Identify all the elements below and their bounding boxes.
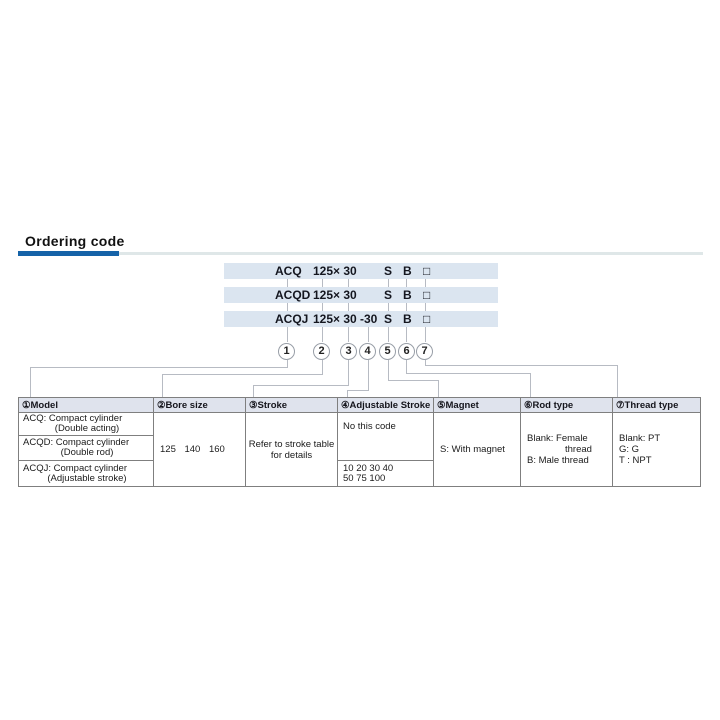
callout-7: 7	[416, 343, 433, 360]
header-cell-bore-size: ②Bore size	[154, 398, 246, 413]
connector-line	[30, 367, 31, 397]
callout-6: 6	[398, 343, 415, 360]
callout-1: 1	[278, 343, 295, 360]
code-part-rod: B	[403, 312, 412, 326]
magnet-cell: S: With magnet	[434, 413, 521, 487]
connector-line	[30, 367, 288, 368]
connector-line	[287, 360, 288, 367]
code-part-thread-placeholder: □	[423, 288, 431, 302]
adjustable-stroke-none-cell: No this code	[338, 413, 434, 461]
connector-line	[162, 374, 163, 397]
code-bar-acq	[224, 263, 498, 279]
connector-line	[253, 385, 349, 386]
thread-type-option: T : NPT	[619, 455, 652, 466]
connector-line	[347, 390, 348, 397]
callout-4: 4	[359, 343, 376, 360]
rod-type-option: thread	[565, 444, 592, 455]
connector-line	[162, 374, 323, 375]
connector-line	[322, 272, 323, 342]
stroke-cell	[246, 413, 338, 487]
callout-2: 2	[313, 343, 330, 360]
model-note: (Double acting)	[54, 423, 120, 434]
connector-line	[388, 380, 439, 381]
section-title: Ordering code	[25, 233, 125, 249]
code-part-adjustable-stroke: -30	[360, 312, 378, 326]
model-note: (Double rod)	[60, 447, 114, 458]
code-part-model: ACQD	[275, 288, 311, 302]
header-cell-magnet: ⑤Magnet	[434, 398, 521, 413]
stroke-text: Refer to stroke table	[248, 438, 335, 450]
header-cell-adjustable-stroke: ④Adjustable Stroke	[338, 398, 434, 413]
thread-type-option: Blank: PT	[619, 433, 661, 444]
title-underline-accent	[18, 251, 119, 256]
code-part-rod: B	[403, 288, 412, 302]
connector-line	[287, 272, 288, 342]
code-part-thread-placeholder: □	[423, 264, 431, 278]
header-cell-thread-type: ⑦Thread type	[613, 398, 701, 413]
connector-line	[253, 385, 254, 397]
connector-line	[438, 380, 439, 397]
code-part-model: ACQJ	[275, 312, 309, 326]
code-part-bore-stroke: 125× 30	[313, 312, 357, 326]
rod-type-option: B: Male thread	[527, 455, 589, 466]
code-bar-acqd	[224, 287, 498, 303]
connector-line	[425, 365, 618, 366]
thread-type-option: G: G	[619, 444, 640, 455]
stroke-text: for details	[270, 449, 313, 461]
header-cell-model: ①Model	[19, 398, 154, 413]
connector-line	[406, 373, 531, 374]
connector-line	[368, 327, 369, 342]
code-part-magnet: S	[384, 264, 393, 278]
rod-type-option: Blank: Female	[527, 433, 588, 444]
thread-type-cell	[613, 413, 701, 487]
connector-line	[388, 360, 389, 380]
code-bar-acqj	[224, 311, 498, 327]
header-cell-rod-type: ⑥Rod type	[521, 398, 613, 413]
connector-line	[348, 360, 349, 385]
callout-5: 5	[379, 343, 396, 360]
adjustable-stroke-values-cell	[338, 461, 434, 487]
ordering-code-table	[18, 397, 700, 487]
code-part-bore-stroke: 125× 30	[313, 264, 357, 278]
model-cell-acqd	[19, 436, 154, 461]
adjustable-stroke-values: 10 20 30 40	[343, 462, 394, 474]
connector-line	[388, 272, 389, 342]
connector-line	[406, 272, 407, 342]
code-part-bore-stroke: 125× 30	[313, 288, 357, 302]
code-part-magnet: S	[384, 288, 393, 302]
adjustable-stroke-values: 50 75 100	[343, 472, 386, 484]
code-part-rod: B	[403, 264, 412, 278]
code-part-model: ACQ	[275, 264, 302, 278]
header-cell-stroke: ③Stroke	[246, 398, 338, 413]
model-note: (Adjustable stroke)	[47, 472, 127, 484]
model-code-desc: ACQ: Compact cylinder	[23, 413, 123, 424]
bore-size-cell: 125 140 160	[154, 413, 246, 487]
model-cell-acq	[19, 413, 154, 436]
callout-3: 3	[340, 343, 357, 360]
code-part-thread-placeholder: □	[423, 312, 431, 326]
connector-line	[347, 390, 369, 391]
model-code-desc: ACQJ: Compact cylinder	[23, 462, 128, 474]
model-cell-acqj	[19, 461, 154, 487]
section-rule	[119, 252, 703, 255]
code-part-magnet: S	[384, 312, 393, 326]
model-code-desc: ACQD: Compact cylinder	[23, 437, 130, 448]
table-row	[19, 413, 701, 436]
table-header-row	[19, 398, 701, 413]
connector-line	[406, 360, 407, 373]
connector-line	[425, 272, 426, 342]
rod-type-cell	[521, 413, 613, 487]
connector-line	[617, 365, 618, 397]
connector-line	[368, 360, 369, 390]
connector-line	[322, 360, 323, 374]
connector-line	[348, 272, 349, 342]
connector-line	[530, 373, 531, 397]
